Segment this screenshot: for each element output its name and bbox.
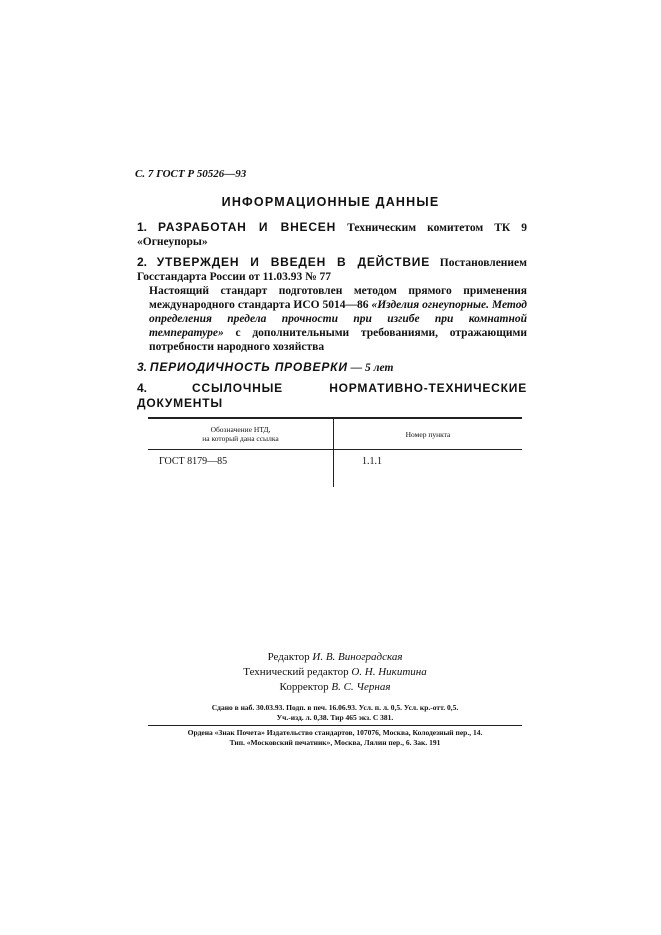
item-4: 4. ССЫЛОЧНЫЕ НОРМАТИВНО-ТЕХНИЧЕСКИЕ ДОКУМЕНТЫ bbox=[137, 381, 527, 410]
publisher-footer: Ордена «Знак Почета» Издательство стандартов, 107076, Москва, Колодезный пер., 14. Тип. «Московский печатник», Москва, Лялин пер., 6. Зак. 191 bbox=[187, 728, 483, 747]
page-header: С. 7 ГОСТ Р 50526—93 bbox=[135, 168, 247, 180]
table-header-ntd: Обозначение НТД, на который дана ссылка bbox=[148, 419, 334, 449]
table-cell-document: ГОСТ 8179—85 bbox=[148, 450, 334, 487]
main-content bbox=[137, 220, 527, 487]
editor-line: Редактор И. В. Виноградская bbox=[267, 651, 403, 663]
editors bbox=[148, 650, 522, 695]
table-header-row bbox=[148, 419, 522, 450]
reference-table bbox=[148, 417, 522, 487]
footer-rule bbox=[148, 725, 522, 726]
item-2: 2. УТВЕРЖДЕН И ВВЕДЕН В ДЕЙСТВИЕ Постановлением Госстандарта России от 11.03.93 № 77 Настоящий стандарт подготовлен методом прямого применения международного стандарта ИСО 5014—86 «Изделия огнеупорные. Метод определения предела прочности при изгибе при комнатной температуре» с дополнительными требованиями, отражающими потребности народного хозяйства bbox=[137, 255, 527, 353]
colophon bbox=[148, 650, 522, 747]
editor-line: Корректор В. С. Черная bbox=[279, 681, 391, 693]
table-row bbox=[148, 450, 522, 487]
section-title: ИНФОРМАЦИОННЫЕ ДАННЫЕ bbox=[221, 195, 440, 209]
item-2-note: Настоящий стандарт подготовлен методом прямого применения международного стандарта ИСО 5014—86 «Изделия огнеупорные. Метод определения предела прочности при изгибе при комнатной температуре» с дополнительными требованиями, отражающими потребности народного хозяйства bbox=[149, 285, 527, 353]
item-1: 1. РАЗРАБОТАН И ВНЕСЕН Техническим комитетом ТК 9 «Огнеупоры» bbox=[137, 220, 528, 248]
table-cell-clause: 1.1.1 bbox=[362, 456, 382, 467]
editor-line: Технический редактор О. Н. Никитина bbox=[243, 666, 427, 678]
item-3: 3. ПЕРИОДИЧНОСТЬ ПРОВЕРКИ — 5 лет bbox=[137, 360, 394, 374]
table-header-clause: Номер пункта bbox=[405, 429, 451, 439]
imprint: Сдано в наб. 30.03.93. Подп. в печ. 16.06.93. Усл. п. л. 0,5. Усл. кр.-отт. 0,5. Уч.-изд. л. 0,38. Тир 465 экз. С 381. bbox=[211, 703, 459, 722]
